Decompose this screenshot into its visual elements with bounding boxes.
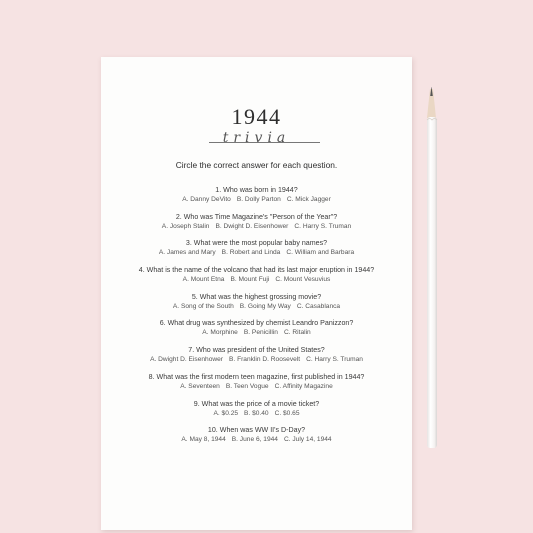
answer-option: C. July 14, 1944 xyxy=(283,436,332,444)
question-options xyxy=(101,328,412,338)
answer-option: B. Dwight D. Eisenhower xyxy=(215,222,289,230)
answer-option: A. Song of the South xyxy=(172,302,234,310)
answer-option: A. Morphine xyxy=(202,329,238,337)
answer-option: C. Harry S. Truman xyxy=(306,356,363,364)
question-text: 3. What were the most popular baby names? xyxy=(185,239,328,248)
question-text: 4. What is the name of the volcano that had its last major eruption in 1944? xyxy=(138,266,375,275)
question-options xyxy=(101,435,412,445)
question-text: 1. Who was born in 1944? xyxy=(215,186,298,194)
question-text: 6. What drug was synthesized by chemist Leandro Panizzon? xyxy=(159,319,354,328)
question-list xyxy=(101,185,412,452)
answer-option: C. $0.65 xyxy=(274,409,300,417)
question-item xyxy=(101,238,412,265)
question-text: 2. Who was Time Magazine's "Person of the Year"? xyxy=(175,212,338,221)
trivia-card xyxy=(101,57,412,530)
question-item xyxy=(101,265,412,292)
answer-option: B. Dolly Parton xyxy=(236,196,281,203)
answer-option: B. Teen Vogue xyxy=(225,382,269,390)
card-year-title: 1944 xyxy=(231,104,282,129)
answer-option: C. Affinity Magazine xyxy=(274,382,333,390)
answer-option: C. Ritalin xyxy=(283,329,311,337)
pencil-body xyxy=(427,117,437,448)
answer-option: C. William and Barbara xyxy=(286,249,355,257)
answer-option: A. May 8, 1944 xyxy=(181,436,226,444)
answer-option: C. Mick Jagger xyxy=(286,196,331,203)
question-options xyxy=(101,275,412,285)
pencil-image xyxy=(421,86,443,450)
question-options xyxy=(101,355,412,365)
question-options xyxy=(101,222,412,232)
answer-option: B. Going My Way xyxy=(239,302,291,310)
question-text: 8. What was the first modern teen magazine, first published in 1944? xyxy=(148,372,365,381)
question-item xyxy=(101,372,412,399)
answer-option: C. Harry S. Truman xyxy=(294,222,352,230)
question-text: 7. Who was president of the United States? xyxy=(188,346,325,355)
answer-option: A. Seventeen xyxy=(180,382,220,390)
question-options xyxy=(101,248,412,258)
answer-option: A. James and Mary xyxy=(158,249,216,257)
answer-option: A. $0.25 xyxy=(213,409,239,417)
card-script-subtitle: trivia xyxy=(222,130,291,146)
question-options xyxy=(101,195,412,205)
answer-option: C. Casablanca xyxy=(296,302,341,310)
question-item xyxy=(101,318,412,345)
answer-option: B. $0.40 xyxy=(244,409,269,417)
question-text: 10. When was WW II's D-Day? xyxy=(207,426,306,435)
question-item xyxy=(101,425,412,452)
question-text: 5. What was the highest grossing movie? xyxy=(191,292,322,301)
answer-option: B. Franklin D. Roosevelt xyxy=(229,356,301,364)
answer-option: A. Danny DeVito xyxy=(182,196,231,203)
answer-option: A. Dwight D. Eisenhower xyxy=(150,356,224,364)
answer-option: B. Penicillin xyxy=(243,329,278,337)
question-item xyxy=(101,399,412,426)
question-item xyxy=(101,185,412,212)
question-options xyxy=(101,382,412,392)
question-text: 9. What was the price of a movie ticket? xyxy=(193,399,320,408)
answer-option: B. Robert and Linda xyxy=(221,249,281,257)
answer-option: B. June 6, 1944 xyxy=(231,436,278,444)
question-item xyxy=(101,292,412,319)
answer-option: A. Joseph Stalin xyxy=(161,222,210,230)
question-options xyxy=(101,409,412,419)
question-item xyxy=(101,212,412,239)
answer-option: A. Mount Etna xyxy=(182,276,225,284)
question-options xyxy=(101,302,412,312)
card-instruction: Circle the correct answer for each question. xyxy=(175,160,338,170)
answer-option: C. Mount Vesuvius xyxy=(275,276,331,284)
question-item xyxy=(101,345,412,372)
answer-option: B. Mount Fuji xyxy=(230,276,270,284)
